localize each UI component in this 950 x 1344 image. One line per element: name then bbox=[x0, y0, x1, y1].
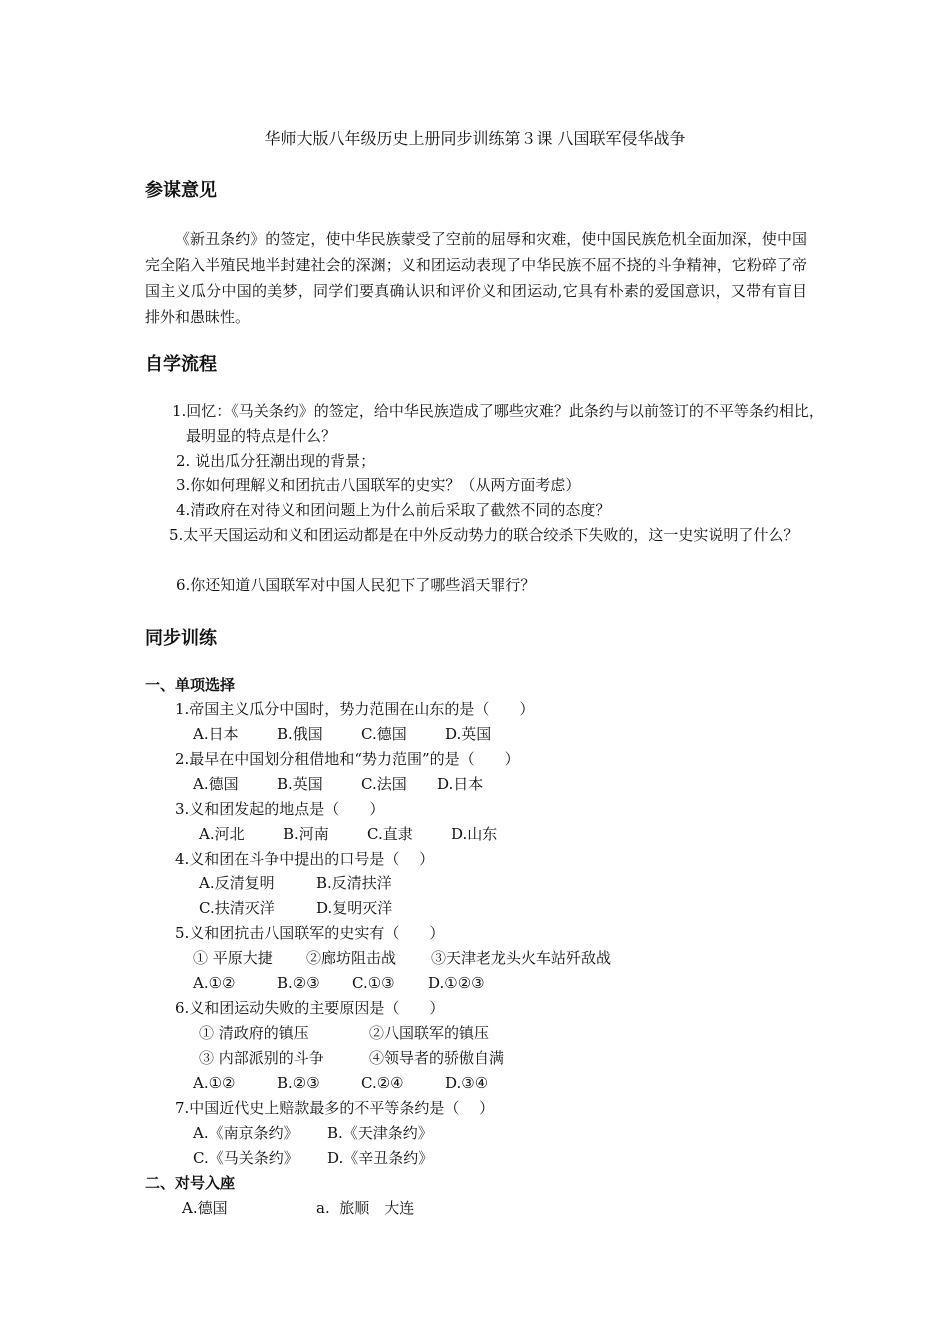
question-4: 4.义和团在斗争中提出的口号是（ ） bbox=[175, 850, 435, 868]
q5-item-2: ②廊坊阻击战 bbox=[306, 949, 397, 967]
advice-paragraph: 《新丑条约》的签定，使中华民族蒙受了空前的屈辱和灾难，使中国民族危机全面加深，使中国完全陷入半殖民地半封建社会的深渊；义和团运动表现了中华民族不屈不挠的斗争精神，它粉碎了帝国主义瓜分中国的美梦，同学们要真确认识和评价义和团运动,它具有朴素的爱国意识，又带有盲目排外和愚昧性。 bbox=[145, 230, 807, 326]
study-step-5: 5.太平天国运动和义和团运动都是在中外反动势力的联合绞杀下失败的，这一史实说明了什么？ bbox=[169, 526, 799, 544]
q2-option-d: D.日本 bbox=[437, 775, 484, 793]
q6-item-3: ③ 内部派别的斗争 bbox=[199, 1049, 324, 1067]
q3-option-b: B.河南 bbox=[283, 825, 329, 843]
q6-item-2: ②八国联军的镇压 bbox=[369, 1024, 490, 1042]
q5-option-a: A.①② bbox=[193, 974, 236, 992]
q5-option-d: D.①②③ bbox=[428, 974, 485, 992]
q7-option-c: C.《马关条约》 bbox=[193, 1149, 299, 1167]
q6-option-b: B.②③ bbox=[277, 1074, 320, 1092]
q4-option-b: B.反清扶洋 bbox=[316, 874, 392, 892]
q1-option-c: C.德国 bbox=[361, 725, 407, 743]
match-right-a: a. 旅顺 大连 bbox=[316, 1199, 415, 1217]
q7-option-d: D.《辛丑条约》 bbox=[327, 1149, 434, 1167]
question-1: 1.帝国主义瓜分中国时，势力范围在山东的是（ ） bbox=[175, 700, 535, 718]
practice-heading: 同步训练 bbox=[145, 628, 217, 649]
q1-option-d: D.英国 bbox=[445, 725, 492, 743]
study-step-2: 2. 说出瓜分狂潮出现的背景； bbox=[176, 452, 376, 470]
q4-option-d: D.复明灭洋 bbox=[316, 899, 393, 917]
study-step-4: 4.清政府在对待义和团问题上为什么前后采取了截然不同的态度？ bbox=[176, 501, 611, 519]
study-heading: 自学流程 bbox=[145, 354, 217, 375]
question-7: 7.中国近代史上赔款最多的不平等条约是（ ） bbox=[175, 1099, 495, 1117]
q6-item-4: ④领导者的骄傲自满 bbox=[369, 1049, 505, 1067]
q1-option-a: A.日本 bbox=[193, 725, 239, 743]
q7-option-b: B.《天津条约》 bbox=[327, 1124, 433, 1142]
question-3: 3.义和团发起的地点是（ ） bbox=[175, 800, 385, 818]
q7-option-a: A.《南京条约》 bbox=[193, 1124, 299, 1142]
q3-option-d: D.山东 bbox=[451, 825, 498, 843]
question-6: 6.义和团运动失败的主要原因是（ ） bbox=[175, 999, 445, 1017]
q6-option-d: D.③④ bbox=[445, 1074, 489, 1092]
q5-option-b: B.②③ bbox=[277, 974, 320, 992]
q1-option-b: B.俄国 bbox=[277, 725, 323, 743]
q6-item-1: ① 清政府的镇压 bbox=[199, 1024, 309, 1042]
q3-option-a: A.河北 bbox=[199, 825, 245, 843]
q6-option-a: A.①② bbox=[193, 1074, 236, 1092]
section-matching: 二、对号入座 bbox=[145, 1174, 236, 1192]
match-left-a: A.德国 bbox=[182, 1199, 228, 1217]
q2-option-c: C.法国 bbox=[361, 775, 407, 793]
study-step-3: 3.你如何理解义和团抗击八国联军的史实？（从两方面考虑） bbox=[176, 476, 581, 494]
q5-item-3: ③天津老龙头火车站歼敌战 bbox=[431, 949, 612, 967]
section-single-choice: 一、单项选择 bbox=[145, 676, 236, 694]
q2-option-b: B.英国 bbox=[277, 775, 323, 793]
study-step-1: 1.回忆：《马关条约》的签定，给中华民族造成了哪些灾难？此条约与以前签订的不平等条约相比，最明显的特点是什么？ bbox=[172, 402, 824, 445]
q3-option-c: C.直隶 bbox=[367, 825, 413, 843]
q6-option-c: C.②④ bbox=[361, 1074, 404, 1092]
q2-option-a: A.德国 bbox=[193, 775, 239, 793]
page-title: 华师大版八年级历史上册同步训练第３课 八国联军侵华战争 bbox=[264, 129, 686, 148]
question-2: 2.最早在中国划分租借地和“势力范围”的是（ ） bbox=[175, 750, 520, 768]
q5-option-c: C.①③ bbox=[352, 974, 395, 992]
advice-heading: 参谋意见 bbox=[145, 180, 217, 201]
q4-option-a: A.反清复明 bbox=[199, 874, 275, 892]
study-step-6: 6.你还知道八国联军对中国人民犯下了哪些滔天罪行？ bbox=[176, 576, 536, 594]
q5-item-1: ① 平原大捷 bbox=[193, 949, 273, 967]
question-5: 5.义和团抗击八国联军的史实有（ ） bbox=[175, 924, 445, 942]
q4-option-c: C.扶清灭洋 bbox=[199, 899, 275, 917]
